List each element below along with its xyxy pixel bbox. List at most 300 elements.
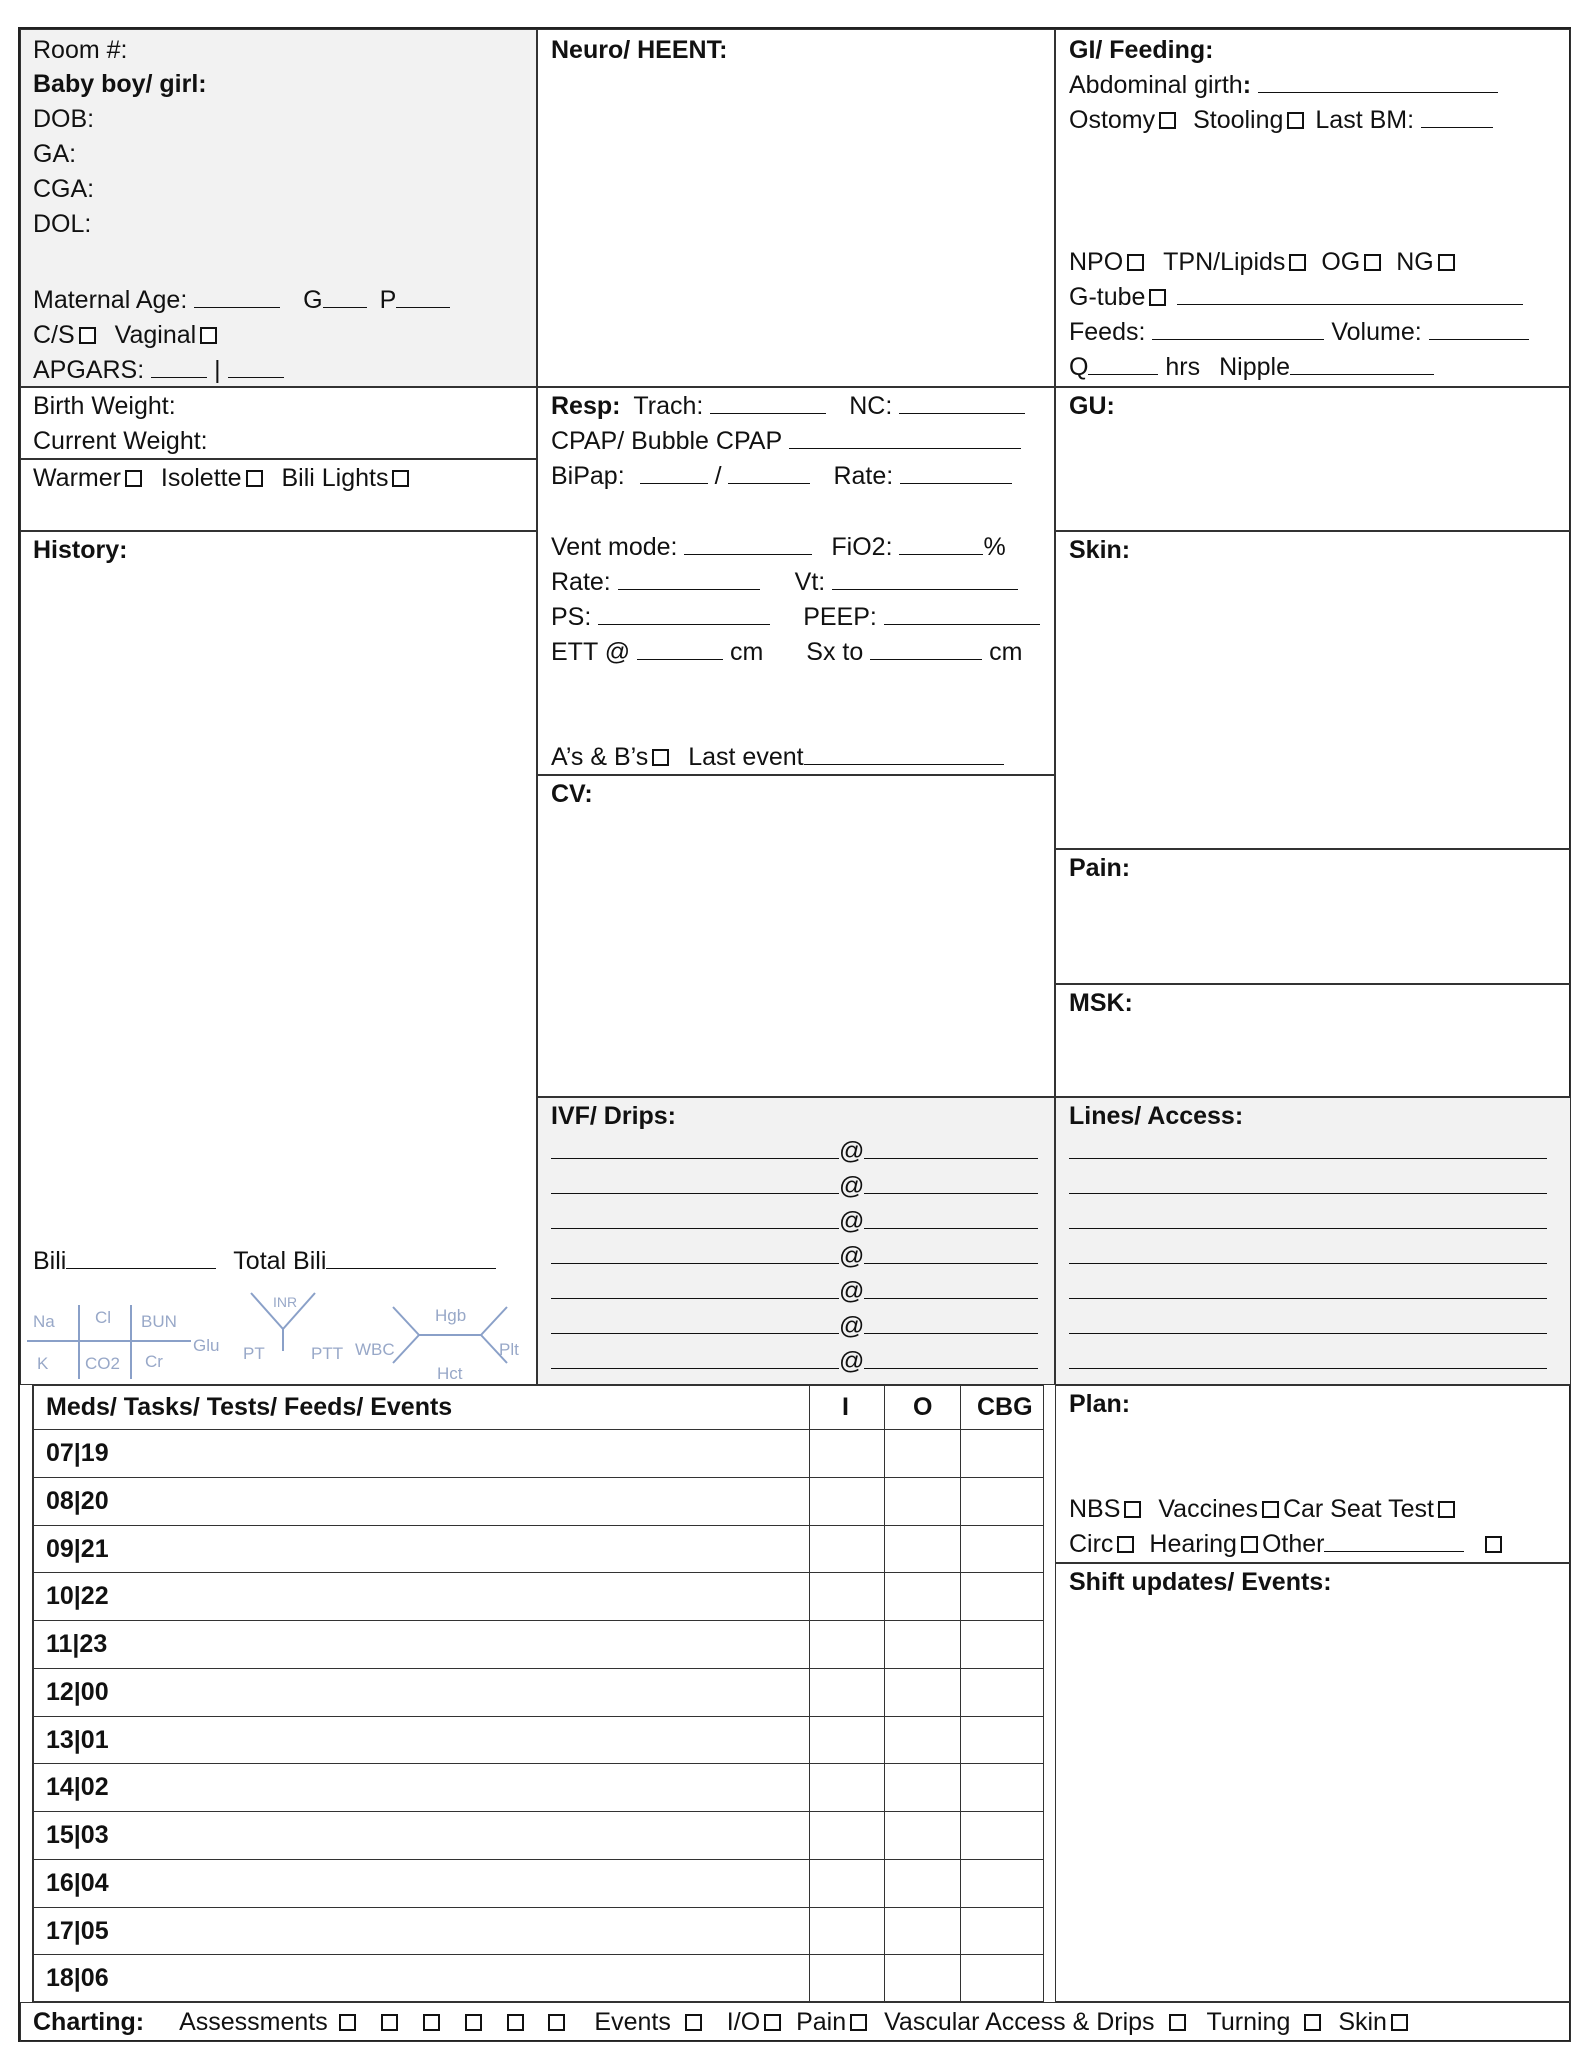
lab-wbc: WBC xyxy=(355,1340,395,1359)
volume-label: Volume: xyxy=(1331,318,1422,346)
ivf-at-sign: @ xyxy=(839,1207,865,1235)
bipap-rate-field[interactable] xyxy=(900,463,1012,484)
hearing-checkbox[interactable] xyxy=(1241,1536,1258,1553)
skin-title: Skin: xyxy=(1069,536,1131,564)
charting-io-label: I/O xyxy=(726,2008,761,2036)
access-field[interactable] xyxy=(1069,1243,1547,1264)
dob-label: DOB: xyxy=(33,105,95,133)
table-header-title: Meds/ Tasks/ Tests/ Feeds/ Events xyxy=(46,1393,453,1421)
ostomy-row xyxy=(1069,103,1493,137)
apgars-label: APGARS: xyxy=(33,356,145,384)
fio2-field[interactable] xyxy=(899,534,983,555)
bipap-label: BiPap: xyxy=(551,462,625,490)
cell-i[interactable] xyxy=(809,1955,884,2003)
warmer-label: Warmer xyxy=(33,464,121,492)
lab-cl: Cl xyxy=(95,1308,112,1327)
cell-o[interactable] xyxy=(884,1621,960,1668)
history-title: History: xyxy=(33,536,128,564)
ivf-at-sign: @ xyxy=(839,1312,865,1340)
resp-section xyxy=(537,387,1055,775)
ett-label: ETT @ xyxy=(551,638,631,666)
access-field[interactable] xyxy=(1069,1313,1547,1334)
ostomy-label: Ostomy xyxy=(1069,106,1156,134)
bili-label: Bili xyxy=(33,1247,67,1275)
ng-checkbox[interactable] xyxy=(1438,254,1455,271)
row-time-label: 18|06 xyxy=(46,1964,109,1993)
car-seat-checkbox[interactable] xyxy=(1438,1501,1455,1518)
total-bili-label: Total Bili xyxy=(233,1247,327,1275)
cell-i[interactable] xyxy=(809,1908,884,1955)
vaccines-checkbox[interactable] xyxy=(1262,1501,1279,1518)
ett-cm-label: cm xyxy=(730,638,764,666)
trach-row xyxy=(551,389,1025,423)
lab-ptt: PTT xyxy=(311,1344,344,1363)
cell-o[interactable] xyxy=(884,1955,960,2003)
npo-checkbox[interactable] xyxy=(1127,254,1144,271)
lab-k: K xyxy=(37,1354,49,1373)
ivf-fluid-field[interactable] xyxy=(551,1208,839,1229)
charting-pain-label: Pain xyxy=(796,2008,847,2036)
plan-section xyxy=(1055,1385,1571,1563)
ivf-fluid-field[interactable] xyxy=(551,1348,839,1369)
cv-title: CV: xyxy=(551,780,593,808)
assessment-checkbox-2[interactable] xyxy=(381,2014,398,2031)
ivf-at-sign: @ xyxy=(839,1277,865,1305)
q-label: Q xyxy=(1069,353,1089,381)
nbs-checkbox[interactable] xyxy=(1124,1501,1141,1518)
ivf-at-sign: @ xyxy=(839,1347,865,1375)
table-row xyxy=(34,1908,1043,1956)
cell-o[interactable] xyxy=(884,1764,960,1811)
ivf-line xyxy=(551,1204,1038,1238)
tpn-label: TPN/Lipids xyxy=(1163,248,1286,276)
cs-checkbox[interactable] xyxy=(79,327,96,344)
feeds-field[interactable] xyxy=(1152,319,1324,340)
col-i-header xyxy=(809,1386,884,1429)
row-time-label: 14|02 xyxy=(46,1773,109,1802)
ivf-fluid-field[interactable] xyxy=(551,1278,839,1299)
msk-section xyxy=(1055,984,1571,1097)
gtube-label: G-tube xyxy=(1069,283,1146,311)
access-line xyxy=(1069,1134,1547,1168)
lab-hct: Hct xyxy=(437,1364,463,1383)
assessment-checkbox-5[interactable] xyxy=(507,2014,524,2031)
warmer-checkbox[interactable] xyxy=(125,470,142,487)
ps-field[interactable] xyxy=(598,604,770,625)
baby-label: Baby boy/ girl: xyxy=(33,70,207,98)
apgar-5-field[interactable] xyxy=(228,357,284,378)
q-field[interactable] xyxy=(1088,354,1158,375)
fio2-percent: % xyxy=(983,533,1006,561)
ett-field[interactable] xyxy=(637,639,723,660)
ostomy-checkbox[interactable] xyxy=(1159,112,1176,129)
birth-weight-label: Birth Weight: xyxy=(33,392,176,420)
bed-section xyxy=(20,459,537,531)
gi-title: GI/ Feeding: xyxy=(1069,36,1214,64)
lab-glu: Glu xyxy=(193,1336,220,1355)
dol-label: DOL: xyxy=(33,210,92,238)
table-row xyxy=(34,1955,1043,2003)
cell-cbg[interactable] xyxy=(960,1908,1045,1955)
cell-o[interactable] xyxy=(884,1717,960,1764)
volume-field[interactable] xyxy=(1429,319,1529,340)
ett-row xyxy=(551,635,1023,669)
cell-i[interactable] xyxy=(809,1478,884,1525)
other-label: Other xyxy=(1261,1530,1325,1558)
peep-field[interactable] xyxy=(884,604,1040,625)
lab-fishbone-diagrams xyxy=(21,1287,537,1385)
cell-i[interactable] xyxy=(809,1669,884,1716)
vaccines-label: Vaccines xyxy=(1158,1495,1258,1523)
weight-section xyxy=(20,387,537,459)
stooling-label: Stooling xyxy=(1193,106,1284,134)
abs-checkbox[interactable] xyxy=(652,749,669,766)
vt-field[interactable] xyxy=(832,569,1018,590)
cell-i[interactable] xyxy=(809,1764,884,1811)
table-row xyxy=(34,1621,1043,1669)
cpap-row xyxy=(551,424,1021,458)
table-margin xyxy=(20,1385,33,2002)
table-header-row xyxy=(34,1386,1043,1430)
q-hrs-row xyxy=(1069,350,1434,384)
maternal-age-label: Maternal Age: xyxy=(33,286,188,314)
lab-bun: BUN xyxy=(141,1312,177,1331)
nc-label: NC: xyxy=(849,392,893,420)
tpn-checkbox[interactable] xyxy=(1289,254,1306,271)
ivf-rate-field[interactable] xyxy=(864,1243,1038,1264)
col-o-label: O xyxy=(913,1393,933,1421)
circ-checkbox[interactable] xyxy=(1117,1536,1134,1553)
ivf-rate-field[interactable] xyxy=(864,1313,1038,1334)
abdominal-girth-row xyxy=(1069,68,1498,102)
plan-title: Plan: xyxy=(1069,1390,1131,1418)
cell-o[interactable] xyxy=(884,1526,960,1573)
access-line xyxy=(1069,1344,1547,1378)
row-time-label: 10|22 xyxy=(46,1582,109,1611)
cell-i[interactable] xyxy=(809,1430,884,1477)
charting-turning-checkbox[interactable] xyxy=(1304,2014,1321,2031)
nipple-label: Nipple xyxy=(1219,353,1290,381)
cell-cbg[interactable] xyxy=(960,1812,1045,1859)
lab-na: Na xyxy=(33,1312,55,1331)
cell-cbg[interactable] xyxy=(960,1860,1045,1907)
sx-field[interactable] xyxy=(870,639,982,660)
ivf-rate-field[interactable] xyxy=(864,1173,1038,1194)
ivf-rate-field[interactable] xyxy=(864,1348,1038,1369)
pain-title: Pain: xyxy=(1069,854,1131,882)
ivf-fluid-field[interactable] xyxy=(551,1313,839,1334)
p-field[interactable] xyxy=(396,287,450,308)
charting-section xyxy=(20,2002,1571,2042)
ivf-rate-field[interactable] xyxy=(864,1208,1038,1229)
nc-field[interactable] xyxy=(899,393,1025,414)
gtube-field[interactable] xyxy=(1177,284,1523,305)
ps-label: PS: xyxy=(551,603,592,631)
bed-row xyxy=(33,461,413,495)
ivf-line xyxy=(551,1134,1038,1168)
fio2-label: FiO2: xyxy=(831,533,893,561)
access-line xyxy=(1069,1309,1547,1343)
col-cbg-label: CBG xyxy=(977,1393,1033,1421)
og-label: OG xyxy=(1321,248,1361,276)
vent-rate-label: Rate: xyxy=(551,568,611,596)
charting-vascular-label: Vascular Access & Drips xyxy=(884,2008,1155,2036)
access-field[interactable] xyxy=(1069,1208,1547,1229)
last-bm-field[interactable] xyxy=(1421,107,1493,128)
og-checkbox[interactable] xyxy=(1364,254,1381,271)
lab-plt: Plt xyxy=(499,1340,519,1359)
msk-title: MSK: xyxy=(1069,989,1133,1017)
isolette-checkbox[interactable] xyxy=(246,470,263,487)
vent-mode-row xyxy=(551,530,1006,564)
lab-co2: CO2 xyxy=(85,1354,120,1373)
feeds-label: Feeds: xyxy=(1069,318,1146,346)
vaginal-checkbox[interactable] xyxy=(200,327,217,344)
bipap-row xyxy=(551,459,1012,493)
last-event-field[interactable] xyxy=(804,744,1004,765)
access-line xyxy=(1069,1239,1547,1273)
cell-o[interactable] xyxy=(884,1478,960,1525)
table-row xyxy=(34,1573,1043,1621)
table-row xyxy=(34,1764,1043,1812)
lines-title: Lines/ Access: xyxy=(1069,1102,1244,1130)
bili-field[interactable] xyxy=(66,1248,216,1269)
cs-label: C/S xyxy=(33,321,75,349)
feeding-route-row xyxy=(1069,245,1459,279)
table-row xyxy=(34,1478,1043,1526)
gu-section xyxy=(1055,387,1571,531)
ivf-fluid-field[interactable] xyxy=(551,1138,839,1159)
row-time-label: 16|04 xyxy=(46,1868,109,1897)
g-label: G xyxy=(303,286,323,314)
patient-info-section xyxy=(20,29,537,387)
ps-peep-row xyxy=(551,600,1040,634)
ivf-line xyxy=(551,1169,1038,1203)
ivf-rate-field[interactable] xyxy=(864,1278,1038,1299)
g-field[interactable] xyxy=(323,287,367,308)
rate-vt-row xyxy=(551,565,1018,599)
vent-mode-field[interactable] xyxy=(684,534,812,555)
cell-o[interactable] xyxy=(884,1812,960,1859)
bipap-slash: / xyxy=(714,462,722,490)
cell-o[interactable] xyxy=(884,1573,960,1620)
ng-label: NG xyxy=(1396,248,1434,276)
ivf-line xyxy=(551,1239,1038,1273)
peep-label: PEEP: xyxy=(803,603,877,631)
cell-cbg[interactable] xyxy=(960,1955,1045,2003)
charting-events-checkbox[interactable] xyxy=(685,2014,702,2031)
col-i-label: I xyxy=(842,1393,849,1421)
cell-i[interactable] xyxy=(809,1812,884,1859)
table-row xyxy=(34,1526,1043,1574)
apgars-row xyxy=(33,353,284,387)
cell-cbg[interactable] xyxy=(960,1621,1045,1668)
cell-i[interactable] xyxy=(809,1526,884,1573)
table-row xyxy=(34,1669,1043,1717)
room-label: Room #: xyxy=(33,36,128,64)
lab-hgb: Hgb xyxy=(435,1306,467,1325)
trach-field[interactable] xyxy=(710,393,826,414)
last-event-label: Last event xyxy=(688,743,804,771)
gtube-row xyxy=(1069,280,1523,314)
access-line xyxy=(1069,1169,1547,1203)
row-time-label: 08|20 xyxy=(46,1486,109,1515)
row-time-label: 17|05 xyxy=(46,1916,109,1945)
assessment-checkbox-4[interactable] xyxy=(465,2014,482,2031)
vent-mode-label: Vent mode: xyxy=(551,533,678,561)
ivf-fluid-field[interactable] xyxy=(551,1173,839,1194)
cell-cbg[interactable] xyxy=(960,1526,1045,1573)
skin-section xyxy=(1055,531,1571,849)
bili-lights-checkbox[interactable] xyxy=(392,470,409,487)
access-field[interactable] xyxy=(1069,1278,1547,1299)
row-time-label: 15|03 xyxy=(46,1821,109,1849)
ivf-at-sign: @ xyxy=(839,1242,865,1270)
cell-i[interactable] xyxy=(809,1717,884,1764)
assessment-checkbox-6[interactable] xyxy=(548,2014,565,2031)
charting-pain-checkbox[interactable] xyxy=(850,2014,867,2031)
bili-row xyxy=(33,1244,496,1278)
nicu-report-sheet xyxy=(18,27,1571,2042)
access-line xyxy=(1069,1204,1547,1238)
access-line xyxy=(1069,1274,1547,1308)
assessment-checkbox-1[interactable] xyxy=(339,2014,356,2031)
row-time-label: 12|00 xyxy=(46,1677,109,1706)
other-field[interactable] xyxy=(1324,1531,1464,1552)
vt-label: Vt: xyxy=(794,568,826,596)
cell-o[interactable] xyxy=(884,1860,960,1907)
vent-rate-field[interactable] xyxy=(618,569,760,590)
table-row xyxy=(34,1860,1043,1908)
bipap-ipap-field[interactable] xyxy=(640,463,708,484)
assessments-label: Assessments xyxy=(179,2008,328,2036)
cell-cbg[interactable] xyxy=(960,1573,1045,1620)
lab-cr: Cr xyxy=(145,1352,163,1371)
abdominal-girth-label: Abdominal girth xyxy=(1069,71,1243,99)
access-field[interactable] xyxy=(1069,1173,1547,1194)
nipple-field[interactable] xyxy=(1290,354,1434,375)
apgar-1-field[interactable] xyxy=(151,357,207,378)
bipap-rate-label: Rate: xyxy=(833,462,894,490)
trach-label: Trach: xyxy=(633,392,704,420)
ivf-at-sign: @ xyxy=(839,1172,865,1200)
charting-turning-label: Turning xyxy=(1206,2008,1291,2036)
cell-o[interactable] xyxy=(884,1669,960,1716)
nbs-label: NBS xyxy=(1069,1495,1121,1523)
current-weight-label: Current Weight: xyxy=(33,427,208,455)
hearing-label: Hearing xyxy=(1149,1530,1237,1558)
pain-section xyxy=(1055,849,1571,984)
col-cbg-header xyxy=(960,1386,1045,1429)
cell-i[interactable] xyxy=(809,1860,884,1907)
col-o-header xyxy=(884,1386,960,1429)
bili-lights-label: Bili Lights xyxy=(281,464,389,492)
shift-title: Shift updates/ Events: xyxy=(1069,1568,1332,1596)
cell-cbg[interactable] xyxy=(960,1764,1045,1811)
ivf-section xyxy=(537,1097,1055,1385)
apgar-separator: | xyxy=(214,356,221,384)
cell-cbg[interactable] xyxy=(960,1717,1045,1764)
cell-o[interactable] xyxy=(884,1908,960,1955)
gi-section xyxy=(1055,29,1571,387)
other-checkbox[interactable] xyxy=(1485,1536,1502,1553)
total-bili-field[interactable] xyxy=(326,1248,496,1269)
charting-vascular-checkbox[interactable] xyxy=(1169,2014,1186,2031)
cell-cbg[interactable] xyxy=(960,1430,1045,1477)
vaginal-label: Vaginal xyxy=(114,321,197,349)
charting-events-label: Events xyxy=(594,2008,671,2036)
abs-row xyxy=(551,740,1004,774)
cga-label: CGA: xyxy=(33,175,95,203)
access-field[interactable] xyxy=(1069,1348,1547,1369)
plan-row-1 xyxy=(1069,1492,1459,1526)
cpap-field[interactable] xyxy=(789,428,1021,449)
row-time-label: 13|01 xyxy=(46,1725,109,1754)
charting-io-checkbox[interactable] xyxy=(764,2014,781,2031)
abs-label: A’s & B’s xyxy=(551,743,649,771)
gu-title: GU: xyxy=(1069,392,1115,420)
shift-section xyxy=(1055,1563,1571,2002)
stooling-checkbox[interactable] xyxy=(1287,112,1304,129)
cell-i[interactable] xyxy=(809,1621,884,1668)
ivf-fluid-field[interactable] xyxy=(551,1243,839,1264)
ivf-line xyxy=(551,1344,1038,1378)
access-field[interactable] xyxy=(1069,1138,1547,1159)
npo-label: NPO xyxy=(1069,248,1124,276)
lines-section xyxy=(1055,1097,1571,1385)
assessment-checkbox-3[interactable] xyxy=(423,2014,440,2031)
row-time-label: 09|21 xyxy=(46,1534,109,1563)
lab-pt: PT xyxy=(243,1344,265,1363)
cell-cbg[interactable] xyxy=(960,1478,1045,1525)
ivf-title: IVF/ Drips: xyxy=(551,1102,677,1130)
abdominal-girth-field[interactable] xyxy=(1258,72,1498,93)
charting-skin-checkbox[interactable] xyxy=(1391,2014,1408,2031)
bipap-epap-field[interactable] xyxy=(728,463,810,484)
cell-cbg[interactable] xyxy=(960,1669,1045,1716)
hrs-label: hrs xyxy=(1165,353,1201,381)
table-row xyxy=(34,1430,1043,1478)
abdominal-colon: : xyxy=(1242,71,1252,99)
task-table xyxy=(33,1385,1044,2002)
last-bm-label: Last BM: xyxy=(1315,106,1415,134)
lab-inr: INR xyxy=(273,1294,298,1310)
resp-title: Resp: xyxy=(551,392,621,420)
cell-o[interactable] xyxy=(884,1430,960,1477)
cpap-label: CPAP/ Bubble CPAP xyxy=(551,427,782,455)
charting-row xyxy=(33,2005,1412,2039)
row-time-label: 11|23 xyxy=(46,1630,108,1658)
maternal-age-field[interactable] xyxy=(194,287,280,308)
cv-section xyxy=(537,775,1055,1097)
isolette-label: Isolette xyxy=(160,464,242,492)
maternal-age-row xyxy=(33,283,450,317)
cell-i[interactable] xyxy=(809,1573,884,1620)
neuro-title: Neuro/ HEENT: xyxy=(551,36,728,64)
ivf-rate-field[interactable] xyxy=(864,1138,1038,1159)
ivf-line xyxy=(551,1274,1038,1308)
car-seat-label: Car Seat Test xyxy=(1282,1495,1434,1523)
circ-label: Circ xyxy=(1069,1530,1114,1558)
ga-label: GA: xyxy=(33,140,77,168)
table-row xyxy=(34,1717,1043,1765)
gtube-checkbox[interactable] xyxy=(1149,289,1166,306)
feeds-row xyxy=(1069,315,1529,349)
neuro-section xyxy=(537,29,1055,387)
p-label: P xyxy=(379,286,397,314)
plan-row-2 xyxy=(1069,1527,1506,1561)
sx-cm-label: cm xyxy=(989,638,1023,666)
